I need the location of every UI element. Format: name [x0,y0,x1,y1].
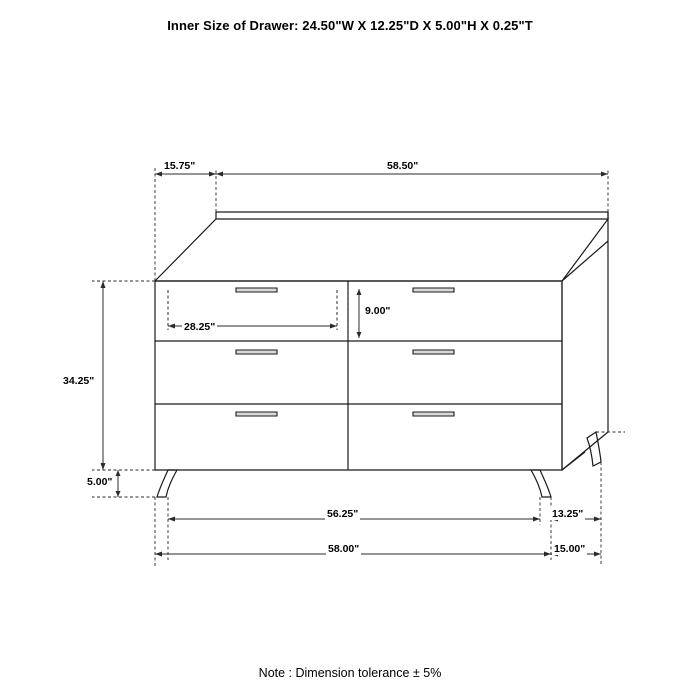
dim-label-drawer-height: 9.00" [365,305,391,317]
dim-label-overall-depth: 15.00" [554,543,586,555]
cabinet-top-edge [216,212,608,219]
leg-front-right [531,470,551,497]
leg-front-left [157,470,177,497]
dim-label-drawer-width: 28.25" [184,321,216,333]
drawer-handles [236,288,454,416]
dim-label-depth-top: 15.75" [164,160,196,172]
dim-label-overall-width: 58.00" [328,543,360,555]
dimension-lines [101,172,609,557]
handle-middle-left [236,350,277,354]
cabinet-right-top-connector [562,241,608,281]
dim-label-width-top: 58.50" [387,160,419,172]
handle-bottom-right [413,412,454,416]
dim-label-cabinet-height: 34.25" [63,375,95,387]
handle-top-right [413,288,454,292]
cabinet-top-surface [155,219,608,281]
page-title: Inner Size of Drawer: 24.50"W X 12.25"D X 5.00"H X 0.25"T [167,18,533,33]
handle-bottom-left [236,412,277,416]
dim-label-leg-height: 5.00" [87,476,113,488]
tolerance-note: Note : Dimension tolerance ± 5% [258,666,442,680]
handle-middle-right [413,350,454,354]
dim-label-base-side-depth: 13.25" [552,508,584,520]
dim-label-base-front-width: 56.25" [327,508,359,520]
handle-top-left [236,288,277,292]
extension-lines [92,168,625,566]
leg-back-right [587,432,601,466]
base-rail-right [562,452,585,470]
